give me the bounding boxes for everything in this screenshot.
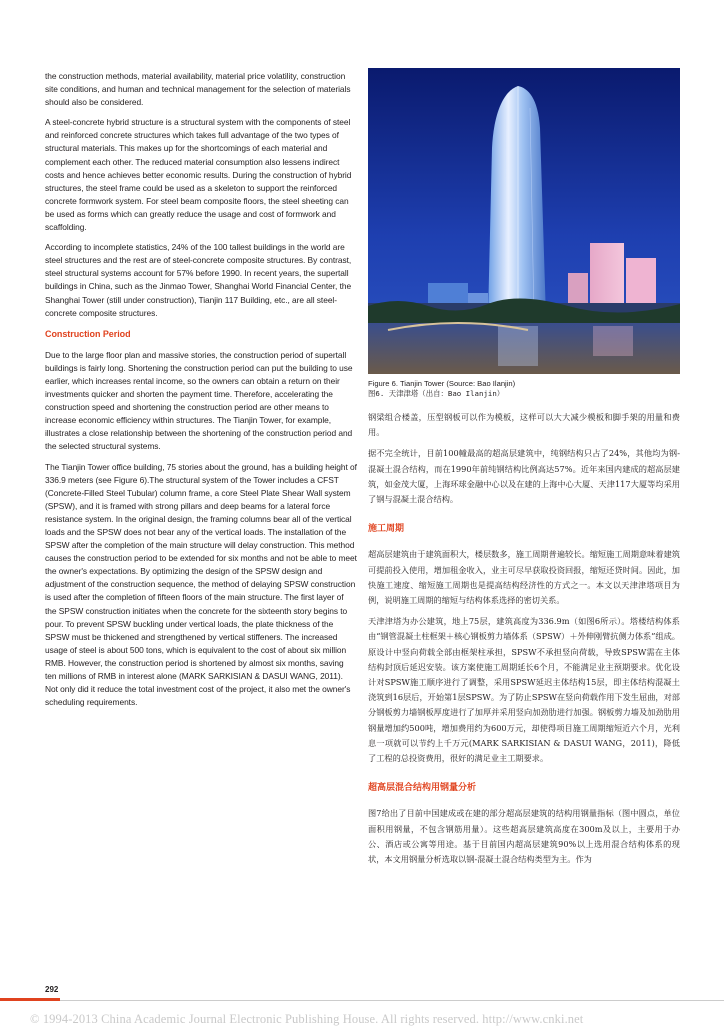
paragraph: the construction methods, material availability, material price volatility, construction site conditions, and human and technical management for the selection of materials should also be considered. [45,71,351,108]
right-text-column [368,410,680,873]
cnki-watermark: © 1994-2013 China Academic Journal Electronic Publishing House. All rights reserved. http://www.cnki.net [30,1012,584,1026]
paragraph: 据不完全统计，目前100幢最高的超高层建筑中，纯钢结构只占了24%，其他均为钢-混凝土混合结构，而在1990年前纯钢结构比例高达57%。近年来国内建成的超高层建筑，如金茂大厦，上海环球金融中心以及在建的上海中心大厦、天津117大厦等均采用了钢与混凝土混合结构。 [368,448,680,505]
paragraph: According to incomplete statistics, 24% of the 100 tallest buildings in the world are steel structures and the rest are of steel-concrete composite structures. By contrast, steel structural systems account for 57% before 1990. In recent years, the supertall buildings in China, such as the Jinmao Tower, Shanghai World Financial Center, the Shanghai Tower (still under construction), Tianjin 117 Building, etc., are all steel-concrete composite structures. [45,242,352,318]
section-heading: 超高层混合结构用钢量分析 [368,783,477,794]
paragraph: Due to the large floor plan and massive stories, the construction period of supertall buildings is fairly long. Shortening the construction period can put the building to use earlier, which increases rental income, so the owners can obtain a return on their investments quicker and shorten the payment time. Therefore, accelerating the construction speed and shortening the construction period are other means to increase economic efficiency within structures. The Tianjin Tower, for example, illustrates a close relationship between the shortening of the construction period and the selected structural systems. [45,349,353,452]
figure-caption [368,379,680,399]
footer-rule [0,1000,724,1001]
paragraph: 天津津塔为办公建筑，地上75层，建筑高度为336.9m（如图6所示）。塔楼结构体系由“钢管混凝土柱框架＋核心钢板剪力墙体系（SPSW）＋外伸刚臂抗侧力体系”组成。原设计中竖向荷载全部由框架柱承担，SPSW不承担竖向荷载，导致SPSW需在主体结构封顶后延迟安装。该方案使施工周期延长6个月，不能满足业主预期要求。优化设计对SPSW施工顺序进行了调整，采用SPSW延迟主体结构15层，即主体结构混凝土浇筑到16层后，开始第1层SPSW。为了防止SPSW在竖向荷载作用下发生屈曲，对部分钢板剪力墙钢板厚度进行了加厚并采用竖向加劲肋进行加强。钢板剪力墙及加劲肋用钢量增加约500吨，增加费用约为600万元，却使得项目施工周期缩短近六个月，光利息一项就可以节约上千万元(MARK SARKISIAN & DASUI WANG，2011)，降低了工程的总投资费用，很好的满足业主工期要求。 [368,616,680,764]
paragraph: A steel-concrete hybrid structure is a structural system with the components of steel and reinforced concrete structures which takes full advantage of the two types of structural materials. This makes up for the shortcomings of each material and complement each other. The reduced material consumption also lessens indirect costs and hence achieves better economic results. During the construction of hybrid structures, the steel frame could be used as a skeleton to support the reinforced concrete formwork system. For steel beam composite floors, the steel sheeting can be used as forms which can greatly reduce the usage and cost of formwork and scaffolding. [45,117,352,233]
section-heading: Construction Period [45,328,131,339]
paragraph: The Tianjin Tower office building, 75 stories about the ground, has a building height of 336.9 meters (see Figure 6).The structural system of the Tower includes a CFST (Concrete-Filled Steel Tubular) column frame, a core Steel Plate Shear Wall system (SPSW), and it is framed with strong pillars and deep beams for a lateral force resistance system. In the original design, the framing columns bear all of the vertical loads and the SPSW does not bear any of the vertical loads. The installation of the SPSW after the completion of the main structure will delay construction. This method causes the construction period to be extended for six months and not be able to meet the owner's expectations. By optimizing the design of the SPSW design and adjustment of the construction sequence, the method of delaying SPSW construction is used after the completion of fifteen floors of the main structure. The first layer of the SPSW construction initiates when the concrete for the sixteenth story begins to pour. To prevent SPSW buckling under vertical loads, the plate thickness of the SPSW must be thickened and strengthened by vertical stiffeners. The increased usage of steel is about 500 tons, which is equivalent to the cost of about six million RMB. However, the construction period is shortened by almost six months, saving ten millions of RMB in interest alone (MARK SARKISIAN & DASUI WANG, 2011). Not only did it reduce the total investment cost of the project, it also met the owner's scheduling requirements. [45,461,357,708]
paragraph: 钢梁组合楼盖，压型钢板可以作为模板，这样可以大大减少模板和脚手架的用量和费用。 [368,412,680,438]
page-number: 292 [45,985,59,994]
paragraph: 超高层建筑由于建筑面积大，楼层数多，施工周期普遍较长。缩短施工周期意味着建筑可提前投入使用，增加租金收入，业主可尽早获取投资回报，缩短还贷时间。因此，加快施工速度、缩短施工周期也是提高结构经济性的方式之一。本文以天津津塔项目为例，说明施工周期的缩短与结构体系选择的密切关系。 [368,549,680,606]
section-heading: 施工周期 [368,524,405,535]
caption-english: Figure 6. Tianjin Tower (Source: Bao Ilanjin) [368,379,516,388]
caption-chinese: 图6. 天津津塔（出自：Bao Ilanjin） [368,389,505,398]
left-text-column [45,70,357,716]
tianjin-tower-photo [368,68,680,374]
paragraph: 图7给出了目前中国建成或在建的部分超高层建筑的结构用钢量指标（图中圆点，单位面积用钢量，不包含钢筋用量）。这些超高层建筑高度在300m及以上，主要用于办公、酒店或公寓等用途。基于目前国内超高层建筑90%以上选用混合结构体系的现状，本文用钢量分析选取以钢-混凝土混合结构类型为主。作为 [368,808,680,865]
footer-accent [0,998,60,1001]
